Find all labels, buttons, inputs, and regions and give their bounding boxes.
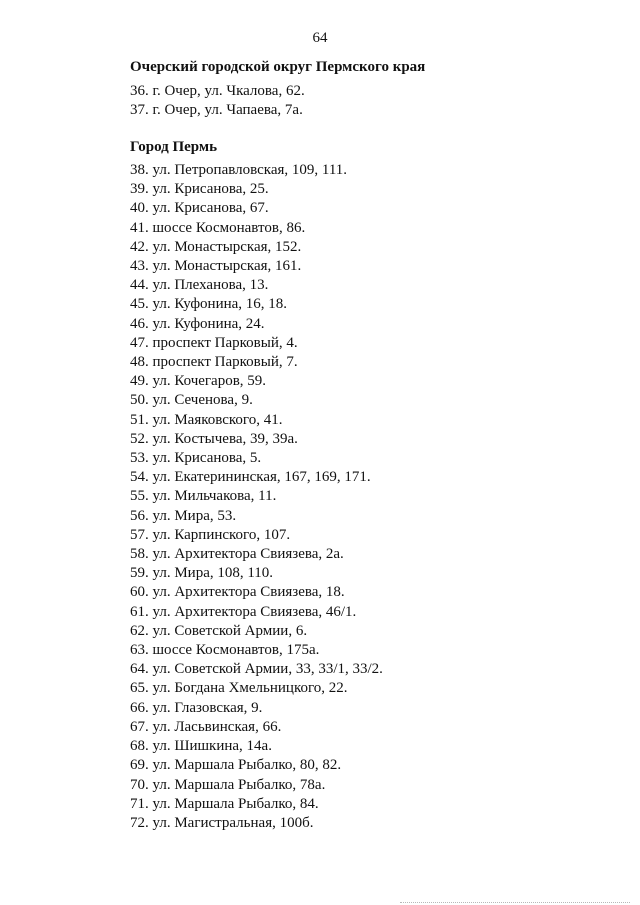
list-item: 39. ул. Крисанова, 25.: [130, 181, 269, 198]
list-item: 37. г. Очер, ул. Чапаева, 7а.: [130, 102, 303, 119]
list-item: 50. ул. Сеченова, 9.: [130, 392, 253, 409]
list-item: 63. шоссе Космонавтов, 175а.: [130, 642, 320, 659]
list-item: 64. ул. Советской Армии, 33, 33/1, 33/2.: [130, 661, 383, 678]
list-item: 72. ул. Магистральная, 100б.: [130, 814, 314, 831]
list-item: 70. ул. Маршала Рыбалко, 78а.: [130, 776, 326, 793]
page-number: 64: [312, 30, 328, 46]
list-item: 47. проспект Парковый, 4.: [130, 334, 298, 351]
section-heading: Город Пермь: [130, 139, 218, 155]
list-item: 61. ул. Архитектора Свиязева, 46/1.: [130, 603, 357, 620]
list-item: 45. ул. Куфонина, 16, 18.: [130, 296, 288, 313]
list-item: 65. ул. Богдана Хмельницкого, 22.: [130, 680, 348, 697]
section-perm-city: [130, 138, 610, 833]
list-item: 69. ул. Маршала Рыбалко, 80, 82.: [130, 757, 342, 774]
list-item: 55. ул. Мильчакова, 11.: [130, 488, 277, 505]
list-item: 66. ул. Глазовская, 9.: [130, 699, 263, 716]
list-item: 38. ул. Петропавловская, 109, 111.: [130, 162, 348, 178]
list-item: 60. ул. Архитектора Свиязева, 18.: [130, 584, 345, 601]
section-ocher-district: [130, 58, 610, 120]
list-item: 67. ул. Ласьвинская, 66.: [130, 718, 282, 735]
address-list: [130, 82, 610, 120]
list-item: 54. ул. Екатерининская, 167, 169, 171.: [130, 469, 371, 486]
list-item: 59. ул. Мира, 108, 110.: [130, 565, 274, 582]
list-item: 62. ул. Советской Армии, 6.: [130, 622, 308, 639]
list-item: 56. ул. Мира, 53.: [130, 507, 237, 524]
section-heading: Очерский городской округ Пермского края: [130, 59, 426, 75]
list-item: 58. ул. Архитектора Свиязева, 2а.: [130, 546, 344, 563]
address-list: [130, 161, 610, 833]
list-item: 36. г. Очер, ул. Чкалова, 62.: [130, 83, 305, 99]
list-item: 53. ул. Крисанова, 5.: [130, 450, 262, 467]
list-item: 48. проспект Парковый, 7.: [130, 354, 298, 371]
list-item: 68. ул. Шишкина, 14а.: [130, 738, 272, 755]
list-item: 49. ул. Кочегаров, 59.: [130, 373, 267, 390]
list-item: 43. ул. Монастырская, 161.: [130, 258, 302, 275]
list-item: 51. ул. Маяковского, 41.: [130, 411, 283, 428]
list-item: 42. ул. Монастырская, 152.: [130, 238, 302, 255]
list-item: 52. ул. Костычева, 39, 39а.: [130, 430, 298, 447]
list-item: 44. ул. Плеханова, 13.: [130, 277, 269, 294]
list-item: 71. ул. Маршала Рыбалко, 84.: [130, 795, 319, 812]
scan-artifact-line: [400, 902, 630, 903]
list-item: 46. ул. Куфонина, 24.: [130, 315, 265, 332]
list-item: 57. ул. Карпинского, 107.: [130, 526, 291, 543]
list-item: 40. ул. Крисанова, 67.: [130, 200, 269, 217]
list-item: 41. шоссе Космонавтов, 86.: [130, 219, 306, 236]
